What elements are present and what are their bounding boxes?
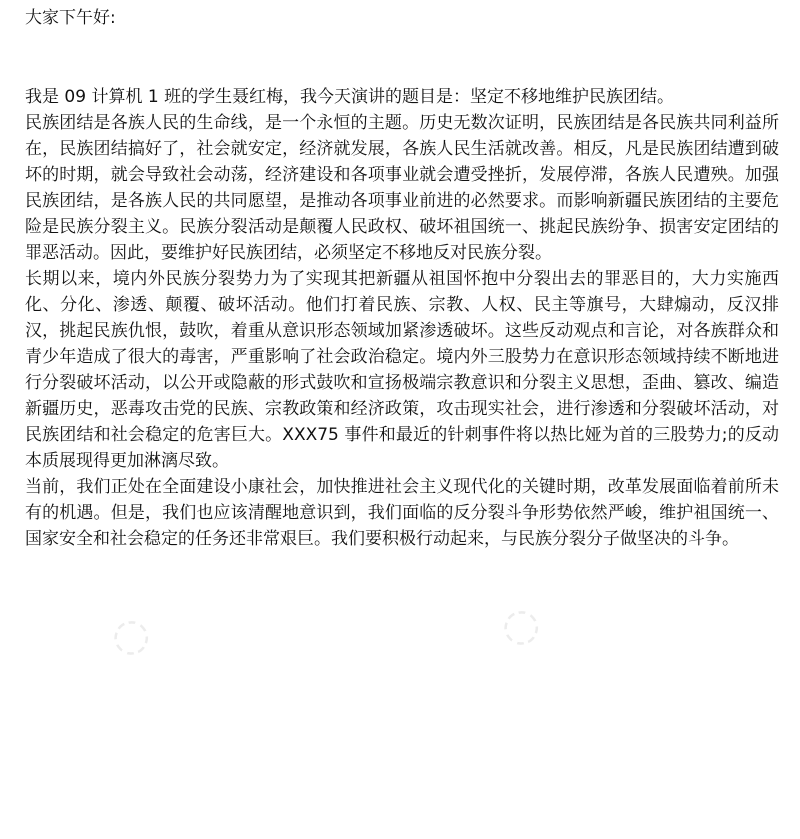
- paragraph-intro: 我是 09 计算机 1 班的学生聂红梅，我今天演讲的题目是：坚定不移地维护民族团结。: [25, 87, 675, 107]
- watermark-right: ◌: [488, 593, 551, 658]
- greeting: 大家下午好:: [25, 8, 116, 28]
- paragraph-unity: 民族团结是各族人民的生命线，是一个永恒的主题。历史无数次证明，民族团结是各民族共同利益所在，民族团结搞好了，社会就安定，经济就发展，各族人民生活就改善。相反，凡是民族团结遭到破坏的时期，就会导致社会动荡，经济建设和各项事业就会遭受挫折，发展停滞，各族人民遭殃。加强民族团结，是各族人民的共同愿望，是推动各项事业前进的必然要求。而影响新疆民族团结的主要危险是民族分裂主义。民族分裂活动是颠覆人民政权、破坏祖国统一、挑起民族纷争、损害安定团结的罪恶活动。因此，要维护好民族团结，必须坚定不移地反对民族分裂。: [25, 113, 779, 263]
- watermark-left: ◌: [98, 603, 161, 668]
- speech-body: [25, 84, 779, 552]
- paragraph-separatism: 长期以来，境内外民族分裂势力为了实现其把新疆从祖国怀抱中分裂出去的罪恶目的，大力实施西化、分化、渗透、颠覆、破坏活动。他们打着民族、宗教、人权、民主等旗号，大肆煽动，反汉排汉，挑起民族仇恨，鼓吹，着重从意识形态领域加紧渗透破坏。这些反动观点和言论，对各族群众和青少年造成了很大的毒害，严重影响了社会政治稳定。境内外三股势力在意识形态领域持续不断地进行分裂破坏活动，以公开或隐蔽的形式鼓吹和宣扬极端宗教意识和分裂主义思想，歪曲、篡改、编造新疆历史，恶毒攻击党的民族、宗教政策和经济政策，攻击现实社会，进行渗透和分裂破坏活动，对民族团结和社会稳定的危害巨大。XXX75 事件和最近的针刺事件将以热比娅为首的三股势力;的反动本质展现得更加淋漓尽致。: [25, 269, 779, 471]
- paragraph-conclusion: 当前，我们正处在全面建设小康社会，加快推进社会主义现代化的关键时期，改革发展面临着前所未有的机遇。但是，我们也应该清醒地意识到，我们面临的反分裂斗争形势依然严峻，维护祖国统一、国家安全和社会稳定的任务还非常艰巨。我们要积极行动起来，与民族分裂分子做坚决的斗争。: [25, 477, 779, 549]
